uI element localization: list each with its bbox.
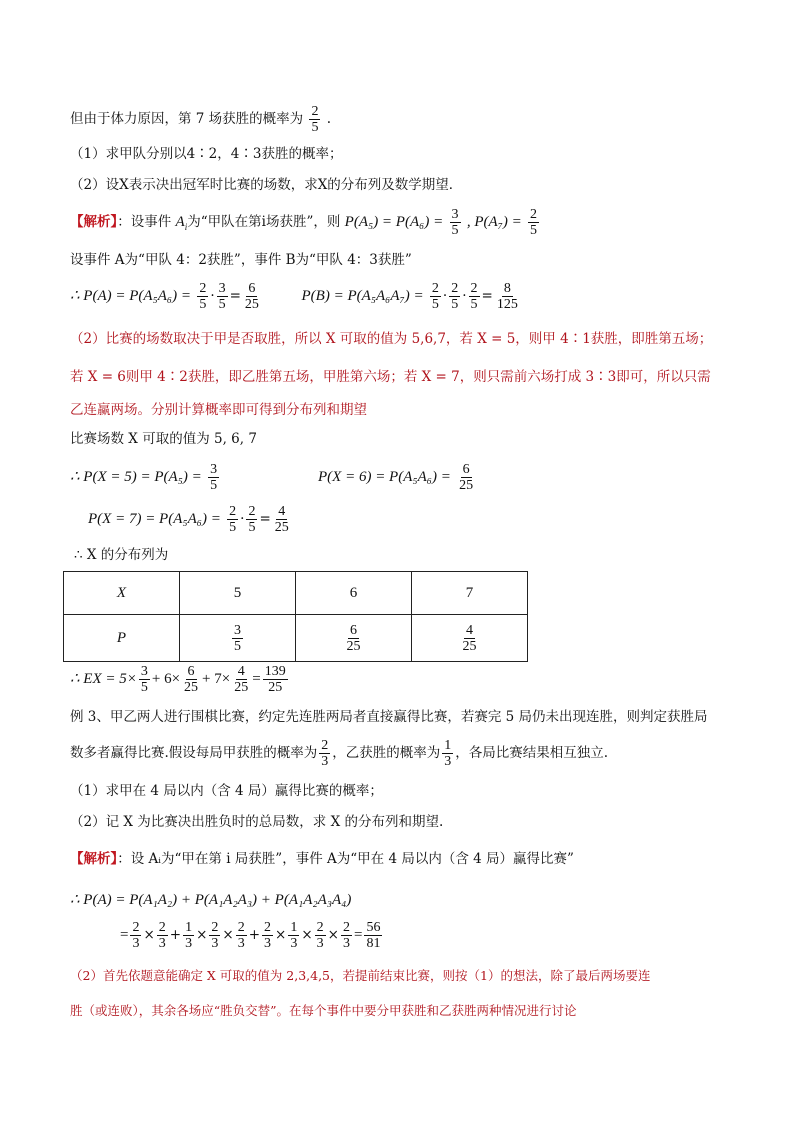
table-cell <box>412 615 528 662</box>
frac-num: 2 <box>342 920 350 935</box>
intro-line <box>70 104 331 135</box>
frac-num: 2 <box>132 920 140 935</box>
frac-den: 5 <box>530 223 538 238</box>
frac-den: 5 <box>218 297 226 312</box>
intro-end: . <box>326 111 332 127</box>
frac-num: 3 <box>140 664 148 679</box>
px7-line: P(X = 7) = P(A₅A₆) = $\frac{2}{5}$ · $\frac{2}{5}$ = $\frac{4}{25}$ <box>88 504 289 535</box>
example-3-line-1: 例 3、甲乙两人进行围棋比赛，约定先连胜两局者直接赢得比赛，若赛完 5 局仍未出现连胜，则判定获胜局 <box>70 709 708 725</box>
ex3-text-c: ，各局比赛结果相互独立. <box>455 745 609 761</box>
frac-num: 2 <box>451 281 459 296</box>
frac <box>139 664 150 695</box>
frac-den: 3 <box>158 936 166 951</box>
frac-num: 2 <box>211 920 219 935</box>
values-line: 比赛场数 X 可取的值为 5, 6, 7 <box>70 431 257 447</box>
frac <box>157 920 168 951</box>
frac-num: 139 <box>264 664 286 679</box>
frac-den: 5 <box>210 478 218 493</box>
solution-event: 为“甲队在第i场获胜”，则 <box>187 214 341 230</box>
frac-den: 5 <box>311 120 319 135</box>
frac-num: 2 <box>311 104 319 119</box>
frac <box>217 281 228 312</box>
frac <box>182 664 200 695</box>
frac-den: 3 <box>211 936 219 951</box>
px6-line <box>318 462 477 493</box>
frac-den: 5 <box>431 297 439 312</box>
ex3-text-a: 数多者赢得比赛.假设每局甲获胜的概率为 <box>70 745 318 761</box>
solution-text: ：设事件 <box>117 214 172 230</box>
frac <box>209 920 220 951</box>
ex3-text-b: ，乙获胜的概率为 <box>332 745 441 761</box>
example-3-line-2 <box>70 738 608 769</box>
frac <box>288 920 299 951</box>
intro-text: 但由于体力原因，第 7 场获胜的概率为 <box>70 111 304 127</box>
frac-den: 3 <box>237 936 245 951</box>
solution-frac-1 <box>450 207 461 238</box>
pa3-calc-line: = $\frac{2}{3}$ × $\frac{2}{3}$ + $\frac{1}{3}$ × $\frac{2}{3}$ × $\frac{2}{3}$ + $\frac{2}{3}$ × $\frac{1}{3}$ × $\frac{2}{3}$ × $\frac{2}{3}$ = $\frac{56}{81}$ <box>120 920 381 951</box>
frac <box>469 281 480 312</box>
frac-num: 2 <box>199 281 207 296</box>
frac-den: 25 <box>346 638 361 654</box>
frac <box>449 281 460 312</box>
solution-3-text: ：设 Aᵢ为“甲在第 i 局获胜”，事件 A为“甲在 4 局以内（含 4 局）赢得比赛” <box>117 851 574 867</box>
frac-den: 5 <box>140 680 148 695</box>
frac <box>246 504 257 535</box>
frac-den: 25 <box>244 297 259 312</box>
pa-pb-line: ∴ P(A) = P(A₅A₆) = $\frac{2}{5}$ · $\frac{3}{5}$ = $\frac{6}{25}$ P(B) = P(A₅A₆A₇) = $\frac{2}{5}$ · $\frac{2}{5}$ · $\frac{2}{5}$ = $\frac{8}{125}$ <box>70 281 518 312</box>
solution-tag: 【解析】 <box>70 214 118 230</box>
frac-num: 3 <box>234 622 241 638</box>
solution-3-part2-line-1: （2）首先依题意能确定 X 可取的值为 2,3,4,5，若提前结束比赛，则按（1）的想法，除了最后两场要连 <box>70 968 651 983</box>
table-row <box>64 615 528 662</box>
frac-num: 4 <box>237 664 245 679</box>
frac-num: 2 <box>237 920 245 935</box>
frac <box>364 920 382 951</box>
intro-fraction <box>309 104 320 135</box>
table-cell: 7 <box>412 572 528 615</box>
frac <box>130 920 141 951</box>
pa3-expression: ∴ P(A) = P(A₁A₂) + P(A₁A₂A₃) + P(A₁A₂A₃A₄) <box>70 892 352 908</box>
expectation-line <box>70 664 290 695</box>
frac <box>315 920 326 951</box>
question-2: （2）设X表示决出冠军时比赛的场数，求X的分布列及数学期望． <box>70 177 463 193</box>
px6-lhs: P(X = 6) = P(A₅A₆) = <box>318 469 451 485</box>
frac-den: 81 <box>366 936 381 951</box>
frac <box>183 920 194 951</box>
ex-mid: + 7× <box>202 671 231 687</box>
frac <box>442 738 453 769</box>
px7-lhs: P(X = 7) = P(A₅A₆) = <box>88 511 221 527</box>
solution-3-part2-line-2: 胜（或连败），其余各场应“胜负交替”。在每个事件中要分甲获胜和乙获胜两种情况进行讨论 <box>70 1003 577 1018</box>
table-cell: 6 <box>296 572 412 615</box>
frac-num: 6 <box>248 281 256 296</box>
table-cell <box>296 615 412 662</box>
pa-lhs: ∴ P(A) = P(A₅A₆) = <box>70 288 192 304</box>
table-cell: X <box>64 572 180 615</box>
frac-num: 3 <box>451 207 459 222</box>
frac-den: 3 <box>321 754 329 769</box>
frac <box>227 504 238 535</box>
solution-frac-2 <box>528 207 539 238</box>
frac-num: 2 <box>321 738 329 753</box>
ex-lhs: ∴ EX = 5× <box>70 671 137 687</box>
frac-num: 3 <box>218 281 226 296</box>
example-3-question-1: （1）求甲在 4 局以内（含 4 局）赢得比赛的概率； <box>70 783 383 799</box>
frac-den: 3 <box>316 936 324 951</box>
event-definition: 设事件 A为“甲队 4：2获胜”，事件 B为“甲队 4：3获胜” <box>70 252 412 268</box>
solution-tag: 【解析】 <box>70 851 118 867</box>
frac-den: 3 <box>264 936 272 951</box>
frac-den: 3 <box>132 936 140 951</box>
frac-num: 2 <box>431 281 439 296</box>
table-cell <box>180 615 296 662</box>
frac-den: 5 <box>248 520 256 535</box>
frac <box>197 281 208 312</box>
question-1: （1）求甲队分别以4∶2，4∶3获胜的概率； <box>70 146 343 162</box>
frac-num: 4 <box>278 504 286 519</box>
distribution-caption: ∴ X 的分布列为 <box>74 547 169 563</box>
frac-den: 5 <box>234 638 241 654</box>
frac <box>208 462 219 493</box>
frac <box>236 920 247 951</box>
table-cell: P <box>64 615 180 662</box>
frac-num: 2 <box>470 281 478 296</box>
solution-eq-a: P(A₅) = P(A₆) = <box>344 214 444 230</box>
frac-den: 3 <box>444 754 452 769</box>
frac-num: 1 <box>185 920 193 935</box>
frac-den: 3 <box>290 936 298 951</box>
frac-num: 3 <box>210 462 218 477</box>
frac <box>273 504 291 535</box>
frac-den: 25 <box>268 680 283 695</box>
ex-mid: + 6× <box>151 671 181 687</box>
frac <box>232 664 250 695</box>
frac-den: 25 <box>459 478 474 493</box>
frac <box>262 920 273 951</box>
frac <box>430 281 441 312</box>
frac-num: 2 <box>264 920 272 935</box>
frac <box>457 462 475 493</box>
ex-eq: = <box>252 671 261 687</box>
frac <box>263 664 288 695</box>
solution-1-line: 【解析】：设事件 $A_i$为“甲队在第i场获胜”，则 P(A₅) = P(A₆) = $\frac{3}{5}$ , P(A₇) = $\frac{2}{5}$ <box>70 207 538 238</box>
frac-num: 6 <box>187 664 195 679</box>
pb-lhs: P(B) = P(A₅A₆A₇) = <box>301 288 424 304</box>
frac-num: 2 <box>229 504 237 519</box>
table-cell: 5 <box>180 572 296 615</box>
frac-den: 5 <box>451 223 459 238</box>
px5-line <box>70 462 221 493</box>
solution-2-line-1: （2）比赛的场数取决于甲是否取胜，所以 X 可取的值为 5,6,7，若 X = 5，则甲 4∶1获胜，即胜第五场； <box>70 331 713 347</box>
distribution-table <box>63 571 528 662</box>
frac <box>461 623 479 654</box>
solution-2-line-3: 乙连赢两场。分别计算概率即可得到分布列和期望 <box>70 402 367 418</box>
solution-3-line <box>70 850 574 868</box>
frac-den: 3 <box>342 936 350 951</box>
solution-2-line-2: 若 X = 6则甲 4∶2获胜，即乙胜第五场，甲胜第六场；若 X = 7，则只需前六场打成 3∶3即可，所以只需 <box>70 369 711 385</box>
frac-den: 5 <box>199 297 207 312</box>
frac-den: 5 <box>451 297 459 312</box>
table-row <box>64 572 528 615</box>
solution-eq-b: , P(A₇) = <box>466 214 522 230</box>
example-3-question-2: （2）记 X 为比赛决出胜负时的总局数，求 X 的分布列和期望. <box>70 814 444 830</box>
frac <box>319 738 330 769</box>
frac-num: 2 <box>158 920 166 935</box>
frac-num: 2 <box>316 920 324 935</box>
frac-den: 125 <box>496 297 518 312</box>
frac-den: 25 <box>234 680 249 695</box>
frac-den: 3 <box>185 936 193 951</box>
frac-num: 56 <box>366 920 381 935</box>
frac <box>232 623 243 654</box>
frac <box>345 623 363 654</box>
frac <box>341 920 352 951</box>
px5-lhs: ∴ P(X = 5) = P(A₅) = <box>70 469 202 485</box>
frac-num: 1 <box>290 920 298 935</box>
frac-num: 2 <box>248 504 256 519</box>
frac-den: 25 <box>184 680 199 695</box>
frac-den: 25 <box>274 520 289 535</box>
frac-num: 6 <box>462 462 470 477</box>
frac-den: 25 <box>462 638 477 654</box>
frac-num: 2 <box>530 207 538 222</box>
frac <box>243 281 261 312</box>
frac-den: 5 <box>229 520 237 535</box>
frac-num: 8 <box>503 281 511 296</box>
frac-num: 6 <box>350 622 357 638</box>
pa3-line <box>70 891 351 909</box>
frac-num: 4 <box>466 622 473 638</box>
frac <box>495 281 520 312</box>
frac-den: 5 <box>470 297 478 312</box>
frac-num: 1 <box>444 738 452 753</box>
